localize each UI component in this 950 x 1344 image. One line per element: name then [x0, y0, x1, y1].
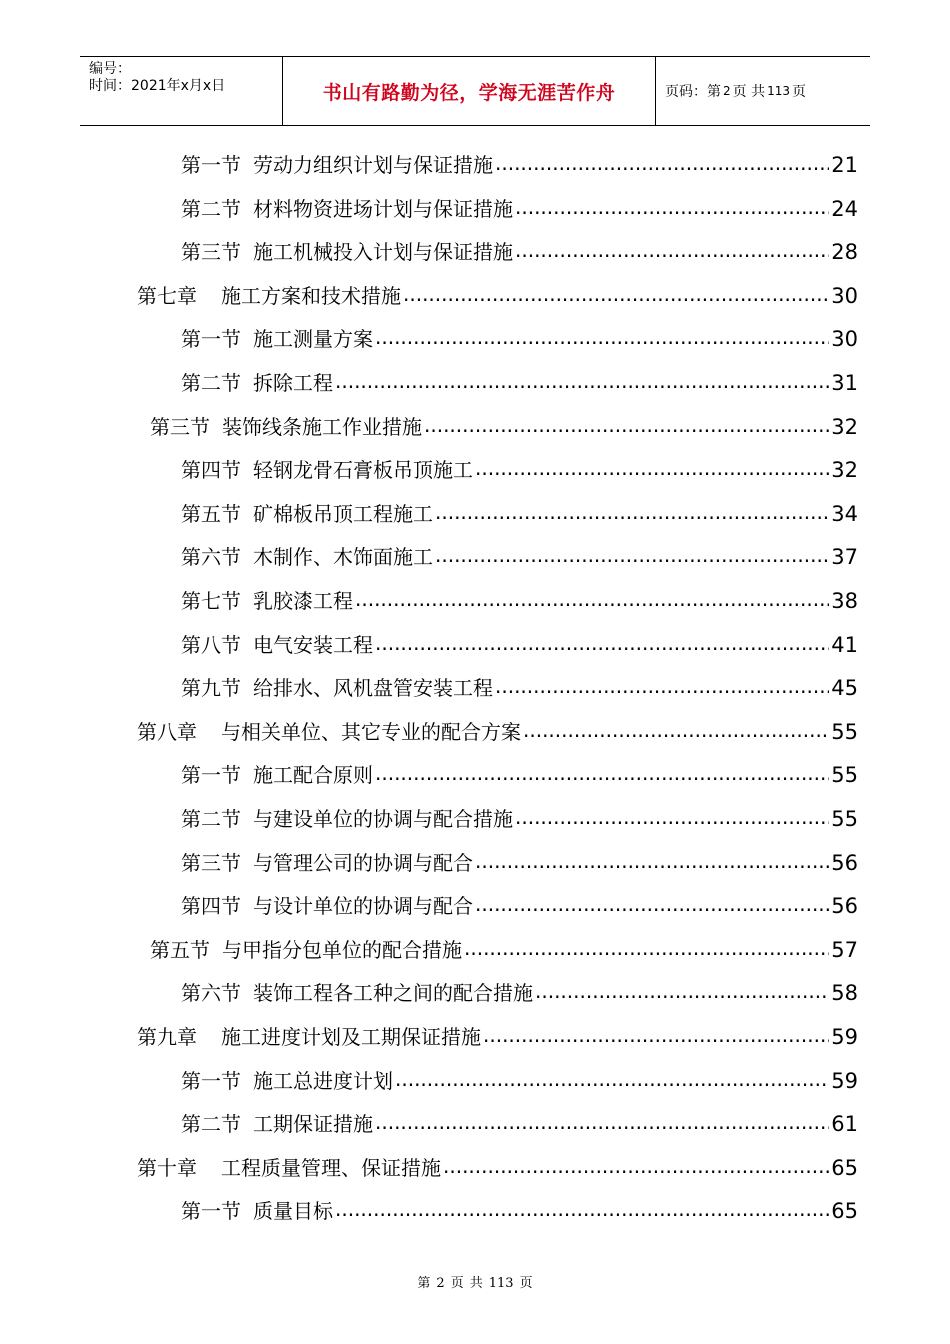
toc-page-number: 55: [831, 807, 858, 831]
footer-total: 113: [488, 1276, 514, 1291]
toc-entry-label: [137, 719, 521, 745]
toc-entry-title: 拆除工程: [253, 371, 333, 395]
toc-entry-title: 乳胶漆工程: [253, 589, 353, 613]
toc-entry-number: 第四节: [181, 894, 241, 919]
page-number: 2: [723, 84, 731, 98]
toc-entry-title: 给排水、风机盘管安装工程: [253, 676, 493, 701]
toc-entry-label: [181, 893, 473, 919]
toc-entry-number: 第一节: [181, 763, 241, 788]
toc-dot-leader: [535, 980, 829, 1006]
toc-dot-leader: [375, 326, 829, 352]
toc-entry-title: 材料物资进场计划与保证措施: [253, 196, 513, 221]
toc-page-number: 55: [831, 719, 858, 744]
toc-entry-title: 施工方案和技术措施: [221, 283, 401, 308]
page-header: [80, 56, 870, 126]
header-page-info: [656, 57, 870, 125]
toc-entry-number: 第五节: [181, 501, 241, 526]
toc-entry-number: 第三节: [150, 414, 210, 439]
toc-section-row[interactable]: [150, 933, 858, 963]
toc-entry-number: 第一节: [181, 153, 241, 177]
toc-entry-title: 质量目标: [253, 1199, 333, 1224]
toc-page-number: 41: [831, 632, 858, 657]
toc-entry-number: 第五节: [150, 937, 210, 962]
toc-entry-label: [150, 937, 462, 963]
toc-entry-label: [181, 239, 513, 265]
toc-entry-label: [137, 1024, 481, 1050]
toc-section-row[interactable]: [181, 192, 858, 222]
toc-entry-label: [181, 850, 473, 876]
toc-section-row[interactable]: [181, 148, 858, 178]
toc-section-row[interactable]: [181, 758, 858, 788]
toc-entry-label: [181, 326, 373, 352]
toc-entry-number: 第七节: [181, 589, 241, 613]
toc-dot-leader: [515, 239, 829, 265]
toc-section-row[interactable]: [181, 671, 858, 701]
toc-page-number: 65: [831, 1199, 858, 1224]
toc-page-number: 32: [831, 414, 858, 439]
toc-chapter-row[interactable]: [137, 1020, 858, 1050]
toc-dot-leader: [475, 893, 829, 919]
toc-entry-label: [181, 1068, 393, 1094]
toc-dot-leader: [375, 762, 829, 788]
toc-dot-leader: [435, 544, 829, 570]
toc-entry-title: 施工配合原则: [253, 763, 373, 788]
toc-page-number: 34: [831, 501, 858, 526]
toc-entry-number: 第一节: [181, 1199, 241, 1224]
page-footer: [0, 1272, 950, 1291]
page-suffix: 页: [792, 84, 806, 100]
toc-page-number: 57: [831, 937, 858, 962]
toc-page-number: 21: [831, 153, 858, 177]
toc-section-row[interactable]: [181, 584, 858, 614]
header-motto: 书山有路勤为径，学海无涯苦作舟: [282, 57, 656, 125]
toc-dot-leader: [475, 850, 829, 876]
toc-entry-label: [181, 1198, 333, 1224]
toc-entry-label: [181, 980, 533, 1006]
toc-chapter-row[interactable]: [137, 1151, 858, 1181]
toc-entry-number: 第二节: [181, 371, 241, 395]
toc-entry-number: 第八章: [137, 719, 197, 744]
toc-section-row[interactable]: [181, 889, 858, 919]
toc-section-row[interactable]: [181, 802, 858, 832]
toc-entry-title: 木制作、木饰面施工: [253, 545, 433, 570]
toc-entry-label: [181, 544, 433, 570]
toc-page-number: 30: [831, 327, 858, 352]
toc-dot-leader: [375, 632, 829, 658]
toc-page-number: 58: [831, 981, 858, 1006]
toc-page-number: 65: [831, 1155, 858, 1180]
toc-dot-leader: [515, 196, 829, 222]
toc-section-row[interactable]: [181, 453, 858, 483]
footer-mid2: 共: [469, 1276, 483, 1291]
document-time-label: 时间：2021年x月x日: [89, 78, 226, 94]
toc-section-row[interactable]: [181, 846, 858, 876]
toc-entry-title: 与管理公司的协调与配合: [253, 850, 473, 875]
toc-entry-number: 第八节: [181, 632, 241, 657]
toc-entry-number: 第六节: [181, 545, 241, 570]
toc-chapter-row[interactable]: [137, 279, 858, 309]
toc-section-row[interactable]: [181, 1107, 858, 1137]
toc-entry-label: [137, 1155, 441, 1181]
document-number-label: 编号：: [89, 61, 131, 77]
toc-dot-leader: [403, 283, 829, 309]
toc-dot-leader: [443, 1155, 829, 1181]
toc-page-number: 31: [831, 371, 858, 395]
toc-section-row[interactable]: [181, 366, 858, 396]
toc-entry-number: 第三节: [181, 850, 241, 875]
toc-entry-label: [150, 414, 422, 440]
toc-entry-number: 第一节: [181, 327, 241, 352]
toc-dot-leader: [483, 1024, 829, 1050]
toc-page-number: 61: [831, 1112, 858, 1137]
toc-page-number: 32: [831, 458, 858, 483]
toc-dot-leader: [515, 806, 829, 832]
toc-entry-number: 第四节: [181, 458, 241, 483]
toc-entry-number: 第九节: [181, 676, 241, 701]
toc-dot-leader: [464, 937, 829, 963]
toc-section-row[interactable]: [181, 540, 858, 570]
toc-entry-title: 工程质量管理、保证措施: [221, 1155, 441, 1180]
toc-page-number: 30: [831, 283, 858, 308]
toc-entry-label: [181, 632, 373, 658]
toc-section-row[interactable]: [181, 1064, 858, 1094]
toc-page-number: 38: [831, 589, 858, 613]
toc-entry-number: 第二节: [181, 1112, 241, 1137]
page-prefix: 页码：第: [665, 84, 721, 100]
toc-entry-title: 装饰工程各工种之间的配合措施: [253, 981, 533, 1006]
toc-entry-number: 第二节: [181, 196, 241, 221]
toc-page-number: 55: [831, 763, 858, 788]
toc-section-row[interactable]: [181, 235, 858, 265]
toc-section-row[interactable]: [181, 976, 858, 1006]
toc-dot-leader: [375, 1111, 829, 1137]
toc-entry-label: [181, 370, 333, 396]
toc-entry-number: 第十章: [137, 1155, 197, 1180]
toc-dot-leader: [495, 675, 829, 701]
footer-suffix: 页: [519, 1276, 533, 1291]
toc-entry-title: 与设计单位的协调与配合: [253, 894, 473, 919]
toc-entry-label: [181, 501, 433, 527]
toc-entry-title: 工期保证措施: [253, 1112, 373, 1137]
toc-entry-number: 第七章: [137, 283, 197, 308]
toc-entry-number: 第三节: [181, 240, 241, 265]
toc-page-number: 24: [831, 196, 858, 221]
toc-dot-leader: [424, 414, 829, 440]
toc-entry-title: 施工总进度计划: [253, 1068, 393, 1093]
toc-entry-number: 第二节: [181, 807, 241, 831]
toc-dot-leader: [335, 1198, 829, 1224]
toc-page-number: 28: [831, 240, 858, 265]
footer-page: 2: [436, 1276, 445, 1291]
header-meta: [80, 57, 282, 125]
toc-entry-number: 第一节: [181, 1068, 241, 1093]
toc-dot-leader: [523, 719, 829, 745]
toc-entry-title: 劳动力组织计划与保证措施: [253, 153, 493, 177]
toc-entry-label: [181, 675, 493, 701]
page-mid: 页 共: [732, 84, 766, 100]
toc-section-row[interactable]: [181, 628, 858, 658]
toc-page-number: 56: [831, 850, 858, 875]
toc-section-row[interactable]: [181, 1194, 858, 1224]
toc-entry-label: [181, 196, 513, 222]
footer-mid1: 页: [450, 1276, 464, 1291]
toc-dot-leader: [355, 588, 829, 614]
toc-page-number: 59: [831, 1025, 858, 1049]
toc-section-row[interactable]: [181, 497, 858, 527]
toc-entry-title: 电气安装工程: [253, 632, 373, 657]
toc-page-number: 59: [831, 1068, 858, 1093]
toc-dot-leader: [475, 457, 829, 483]
toc-entry-label: [137, 283, 401, 309]
toc-page-number: 37: [831, 545, 858, 570]
toc-entry-title: 施工机械投入计划与保证措施: [253, 240, 513, 265]
page-total: 113: [767, 84, 790, 98]
toc-entry-number: 第六节: [181, 981, 241, 1006]
toc-entry-title: 与相关单位、其它专业的配合方案: [221, 719, 521, 744]
toc-entry-label: [181, 152, 493, 178]
toc-dot-leader: [395, 1068, 829, 1094]
toc-entry-title: 与建设单位的协调与配合措施: [253, 807, 513, 831]
toc-entry-number: 第九章: [137, 1025, 197, 1049]
toc-dot-leader: [335, 370, 829, 396]
toc-page-number: 45: [831, 676, 858, 701]
toc-dot-leader: [435, 501, 829, 527]
toc-entry-title: 矿棉板吊顶工程施工: [253, 501, 433, 526]
toc-entry-label: [181, 1111, 373, 1137]
toc-entry-label: [181, 806, 513, 832]
toc-chapter-row[interactable]: [137, 715, 858, 745]
toc-section-row[interactable]: [150, 410, 858, 440]
toc-entry-title: 与甲指分包单位的配合措施: [222, 937, 462, 962]
toc-entry-title: 装饰线条施工作业措施: [222, 414, 422, 439]
toc-page-number: 56: [831, 894, 858, 919]
toc-entry-label: [181, 588, 353, 614]
toc-entry-title: 轻钢龙骨石膏板吊顶施工: [253, 458, 473, 483]
footer-prefix: 第: [417, 1276, 431, 1291]
toc-dot-leader: [495, 152, 829, 178]
toc-section-row[interactable]: [181, 322, 858, 352]
toc-entry-label: [181, 457, 473, 483]
toc-entry-title: 施工进度计划及工期保证措施: [221, 1025, 481, 1049]
toc-entry-title: 施工测量方案: [253, 327, 373, 352]
toc-entry-label: [181, 762, 373, 788]
